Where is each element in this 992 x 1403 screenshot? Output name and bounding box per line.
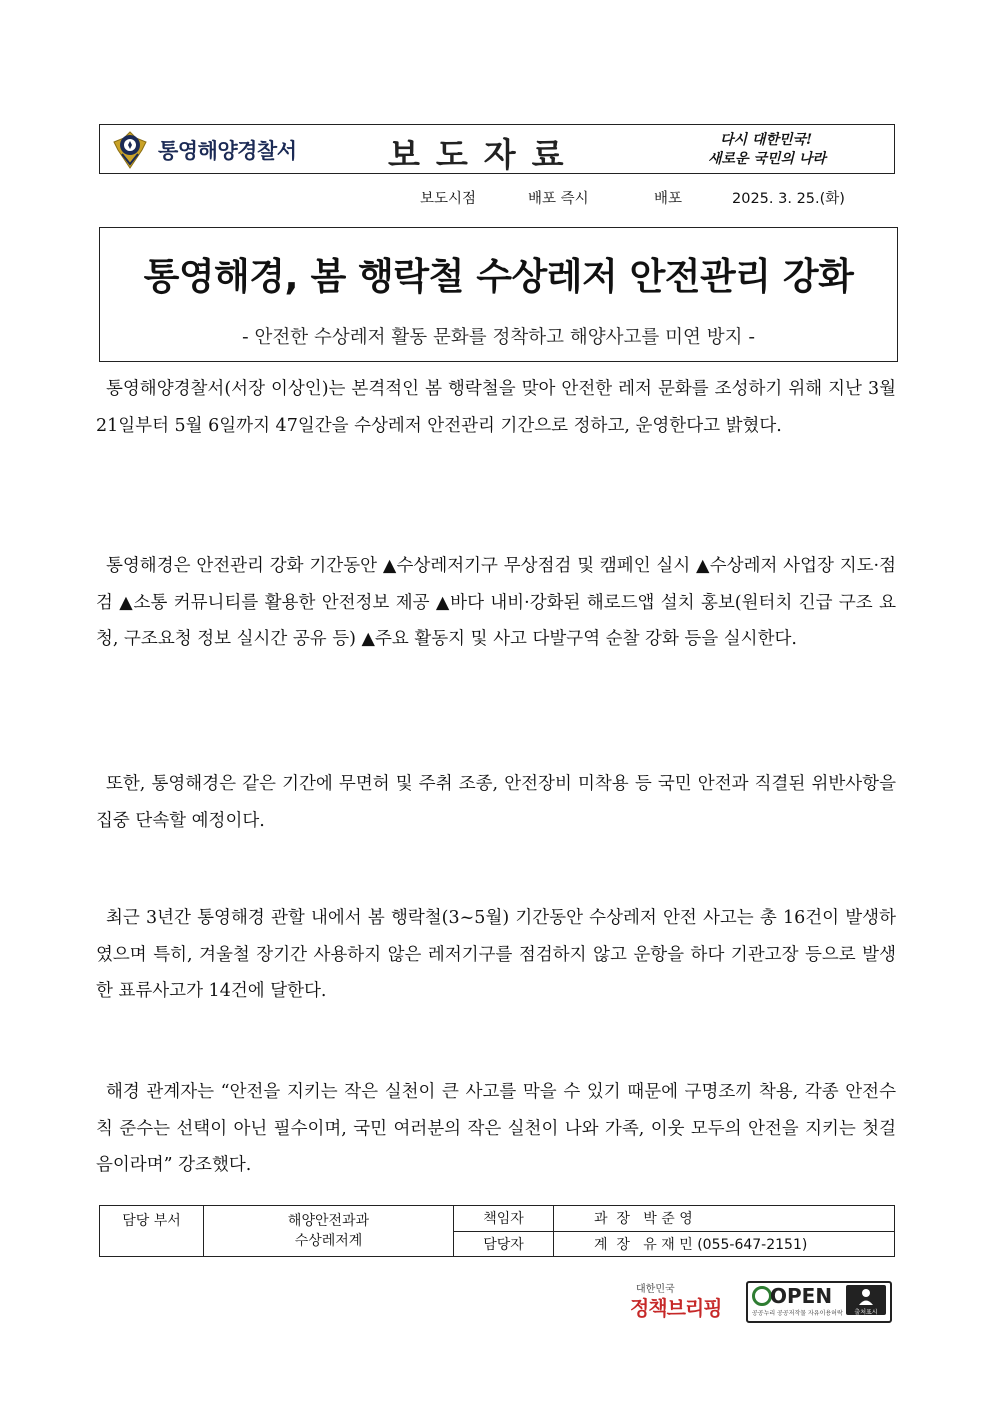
release-date: 2025. 3. 25.(화) — [732, 191, 845, 207]
dept-line2: 수상레저계 — [294, 1233, 363, 1249]
header-box — [99, 124, 895, 174]
slogan-line1: 다시 대한민국! — [720, 132, 813, 148]
open-ring-icon — [752, 1286, 772, 1306]
person-icon — [846, 1285, 886, 1307]
policy-logo-main: 정책브리핑 — [630, 1296, 722, 1320]
paragraph-3: 또한, 통영해경은 같은 기간에 무면허 및 주취 조종, 안전장비 미착용 등 국민 안전과 직결된 위반사항을 집중 단속할 예정이다. — [96, 774, 896, 831]
slogan — [690, 129, 880, 169]
paragraph-5: 해경 관계자는 “안전을 지키는 작은 실천이 큰 사고를 막을 수 있기 때문에 구명조끼 착용, 각종 안전수칙 준수는 선택이 아닌 필수이며, 국민 여러분의 작은 실천이 나와 가족, 이웃 모두의 안전을 지키는 첫걸음이라며” 강조했다. — [96, 1082, 896, 1175]
responsible-value: 과 장 박 준 영 — [554, 1206, 895, 1232]
attribution-badge — [846, 1285, 886, 1315]
dept-line1: 해양안전과과 — [287, 1213, 370, 1229]
paragraph-4: 최근 3년간 통영해경 관할 내에서 봄 행락철(3~5월) 기간동안 수상레저 안전 사고는 총 16건이 발생하였으며 특히, 겨울철 장기간 사용하지 않은 레저기구를 점검하지 않고 운항을 하다 기관고장 등으로 발생한 표류사고가 14건에 달한다. — [96, 908, 896, 1001]
open-logo-text: OPEN — [770, 1284, 833, 1308]
policy-logo-top: 대한민국 — [636, 1284, 675, 1295]
paragraph-2: 통영해경은 안전관리 강화 기간동안 ▲수상레저기구 무상점검 및 캠페인 실시 ▲수상레저 사업장 지도·점검 ▲소통 커뮤니티를 활용한 안전정보 제공 ▲바다 내비·강화된 해로드앱 설치 홍보(원터치 긴급 구조 요청, 구조요청 정보 실시간 공유 등) ▲주요 활동지 및 사고 다발구역 순찰 강화 등을 실시한다. — [96, 556, 896, 649]
staff-value: 계 장 유 재 민 (055-647-2151) — [554, 1231, 895, 1257]
dept-value — [204, 1206, 454, 1257]
policy-briefing-logo — [630, 1280, 740, 1322]
distribution-label: 배포 — [654, 191, 683, 207]
title-box — [99, 227, 898, 362]
responsible-label: 책임자 — [454, 1206, 554, 1232]
open-license-logo — [746, 1281, 892, 1323]
open-logo-subtext: 공공누리 공공저작물 자유이용허락 — [752, 1310, 843, 1317]
release-timing: 배포 즉시 — [528, 191, 589, 207]
contact-table — [99, 1205, 895, 1257]
org-name: 통영해양경찰서 — [158, 139, 297, 163]
attribution-badge-text: 출처표시 — [854, 1309, 878, 1316]
police-emblem-icon — [110, 128, 150, 170]
staff-label: 담당자 — [454, 1231, 554, 1257]
slogan-line2: 새로운 국민의 나라 — [708, 151, 826, 167]
paragraph-1: 통영해양경찰서(서장 이상인)는 본격적인 봄 행락철을 맞아 안전한 레저 문화를 조성하기 위해 지난 3월 21일부터 5월 6일까지 47일간을 수상레저 안전관리 기간으로 정하고, 운영한다고 밝혔다. — [96, 379, 896, 436]
doc-type-title: 보도자료 — [388, 135, 580, 174]
main-title: 통영해경, 봄 행락철 수상레저 안전관리 강화 — [143, 255, 854, 298]
release-label: 보도시점 — [420, 191, 477, 207]
sub-title: - 안전한 수상레저 활동 문화를 정착하고 해양사고를 미연 방지 - — [241, 327, 756, 348]
dept-label: 담당 부서 — [100, 1206, 204, 1257]
